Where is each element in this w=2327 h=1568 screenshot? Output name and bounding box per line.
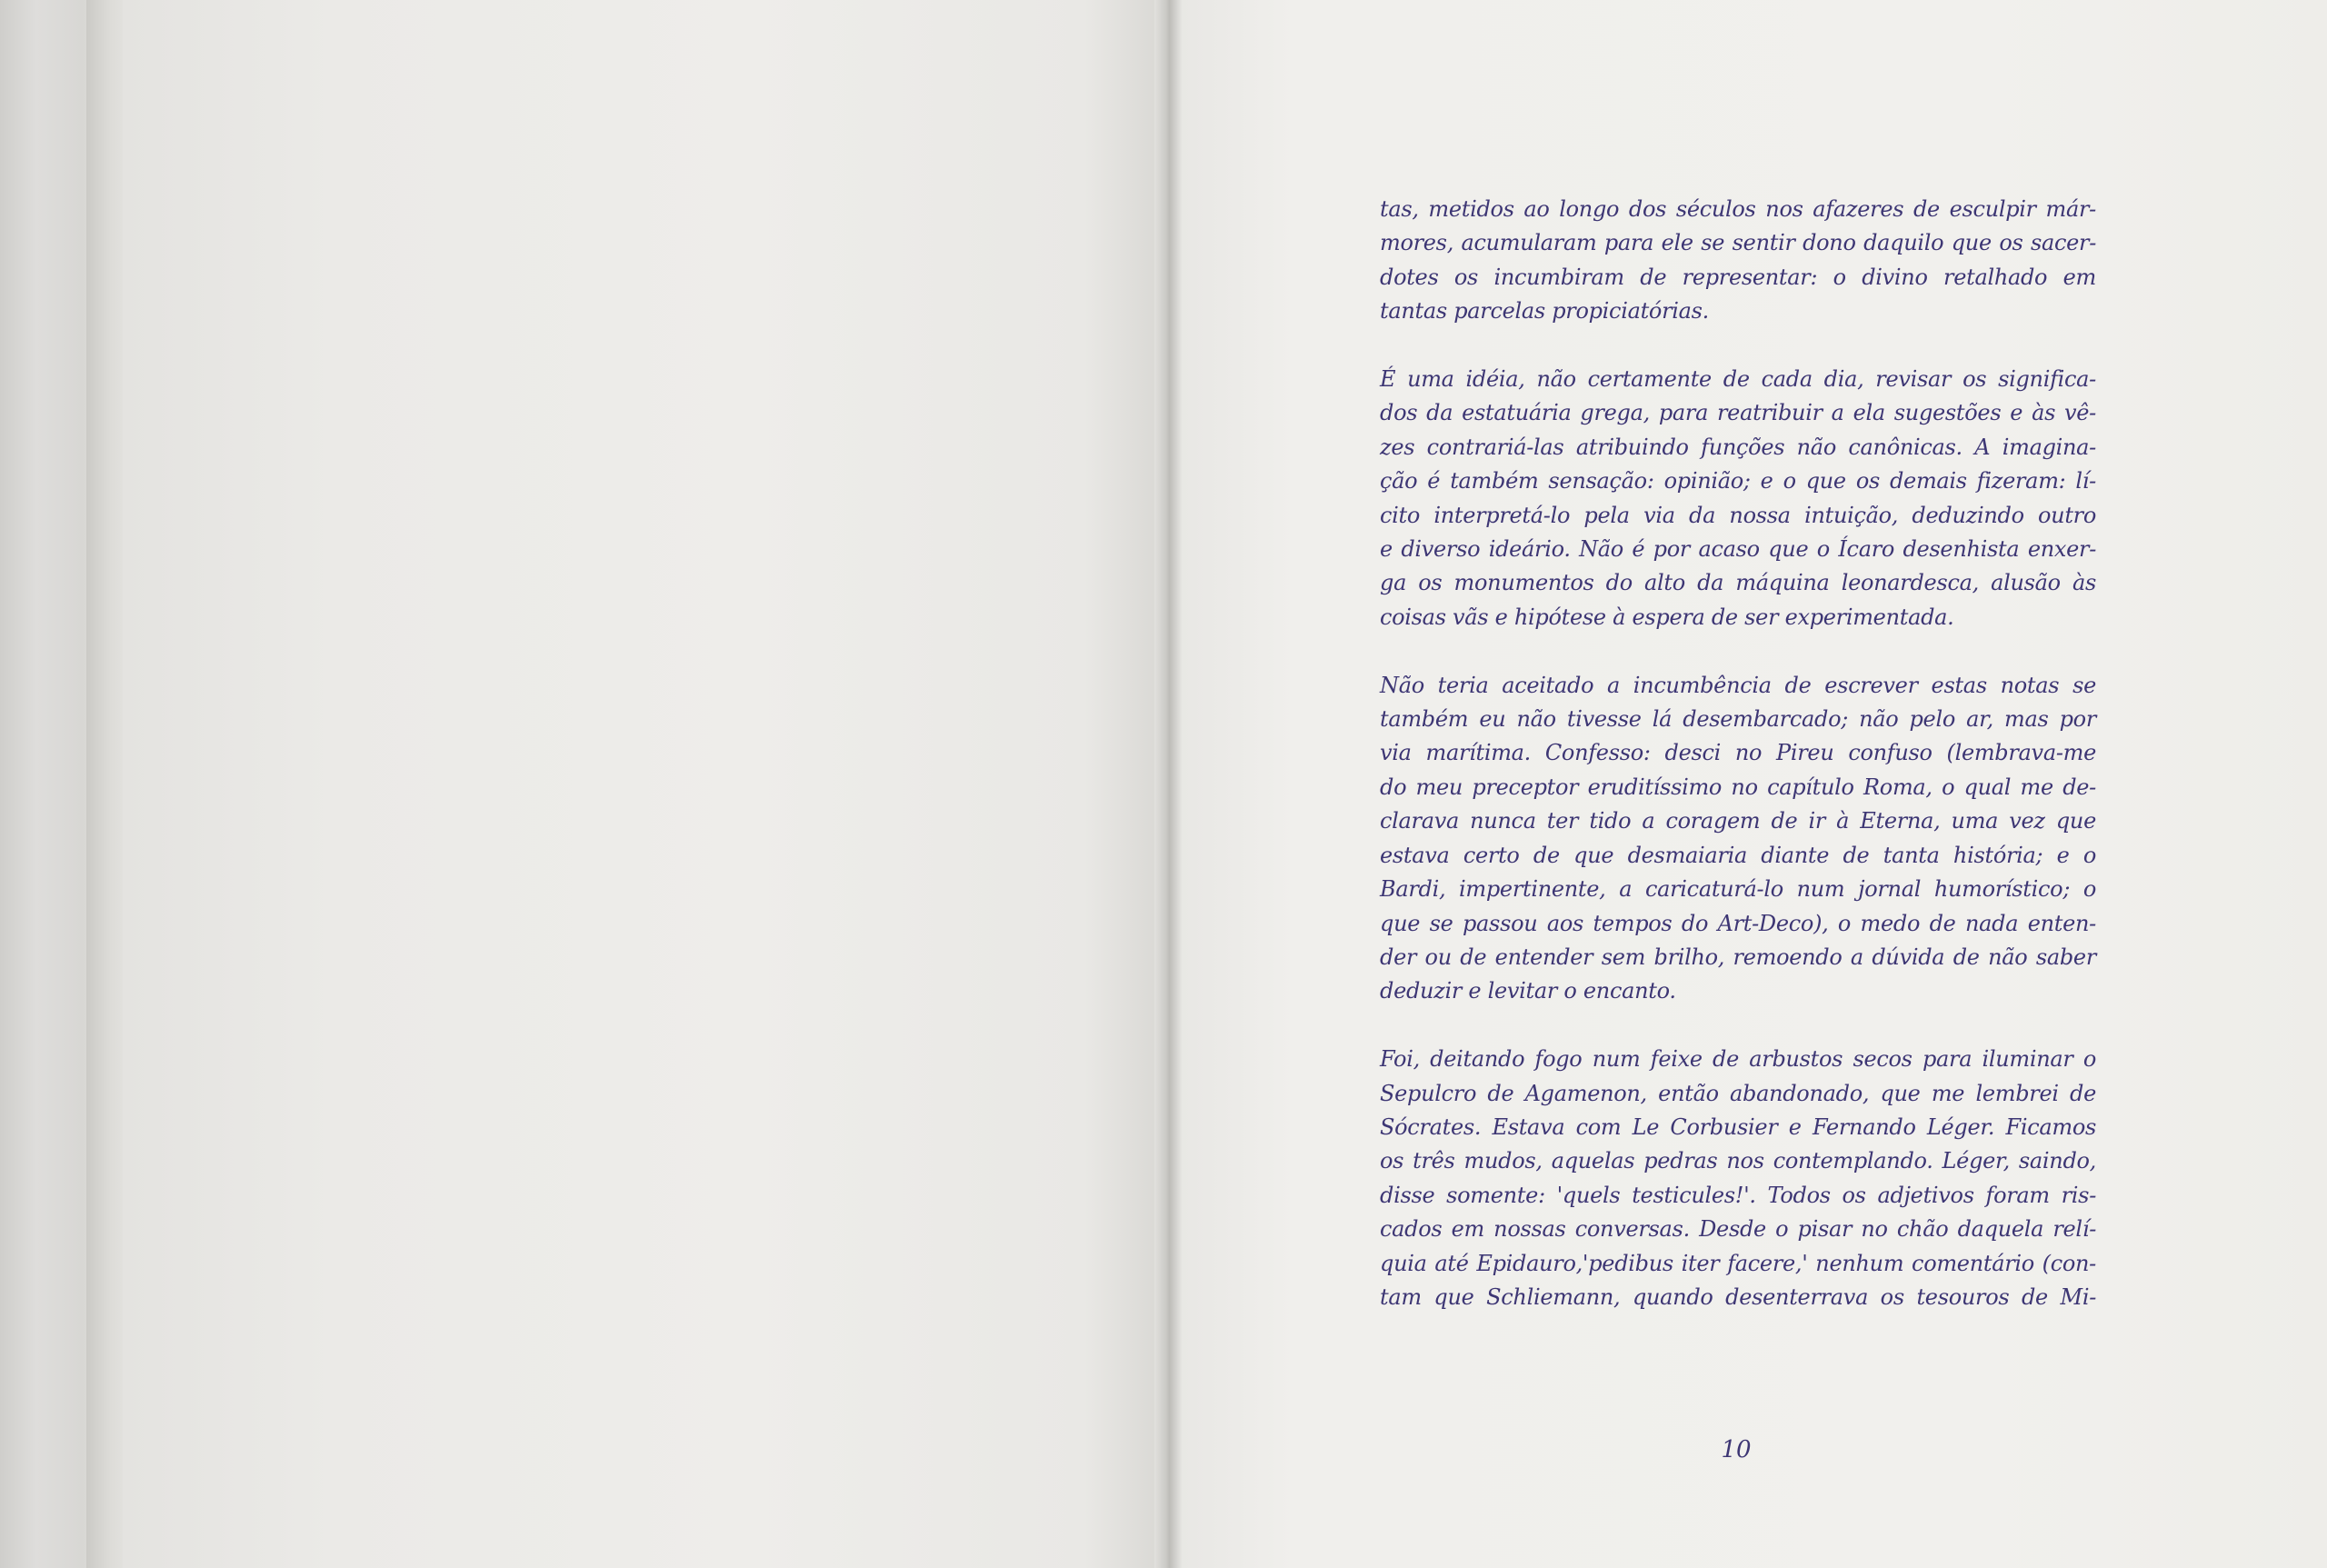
text-line: Não teria aceitado a incumbência de escrever estas notas se [1380,672,2096,698]
text-line: do meu preceptor eruditíssimo no capítulo Roma, o qual me de- [1380,774,2096,800]
text-line: estava certo de que desmaiaria diante de tanta história; e o [1380,842,2096,868]
text-line: cito interpretá-lo pela via da nossa intuição, deduzindo outro [1380,502,2096,528]
text-line: coisas vãs e hipótese à espera de ser experimentada. [1380,604,1954,630]
paragraph-4 [1380,1043,2096,1314]
book-gutter [1154,0,1182,1568]
text-line: via marítima. Confesso: desci no Pireu confuso (lembrava-me [1380,740,2096,766]
text-line: os três mudos, aquelas pedras nos contemplando. Léger, saindo, [1380,1148,2096,1174]
text-line: também eu não tivesse lá desembarcado; não pelo ar, mas por [1380,706,2096,733]
paragraph-3 [1380,669,2096,1009]
text-line: deduzir e levitar o encanto. [1380,978,1676,1004]
text-line: Foi, deitando fogo num feixe de arbustos secos para iluminar o [1380,1046,2096,1073]
text-line: quia até Epidauro,'pedibus iter facere,' nenhum comentário (con- [1380,1250,2096,1276]
text-line: ção é também sensação: opinião; e o que os demais fizeram: lí- [1380,468,2096,494]
paragraph-2 [1380,363,2096,634]
text-line: zes contrariá-las atribuindo funções não canônicas. A imagina- [1380,434,2096,460]
text-line: que se passou aos tempos do Art-Deco), o medo de nada enten- [1380,910,2096,936]
left-page-blank [123,0,1168,1568]
text-line: cados em nossas conversas. Desde o pisar no chão daquela relí- [1380,1216,2096,1243]
text-line: Sócrates. Estava com Le Corbusier e Fernando Léger. Ficamos [1380,1114,2096,1140]
text-line: clarava nunca ter tido a coragem de ir à Eterna, uma vez que [1380,808,2096,834]
text-line: tam que Schliemann, quando desenterrava os tesouros de Mi- [1380,1283,2096,1310]
body-text [1380,193,2096,1349]
text-line: dotes os incumbiram de representar: o divino retalhado em [1380,264,2096,290]
text-line: É uma idéia, não certamente de cada dia, revisar os significa- [1380,366,2096,393]
text-line: e diverso ideário. Não é por acaso que o Ícaro desenhista enxer- [1380,536,2096,563]
left-page-stacked-edges [86,0,127,1568]
text-line: Bardi, impertinente, a caricaturá-lo num jornal humorístico; o [1380,876,2096,903]
text-line: tas, metidos ao longo dos séculos nos afazeres de esculpir már- [1380,196,2096,222]
text-line: dos da estatuária grega, para reatribuir a ela sugestões e às vê- [1380,400,2096,426]
page-number: 10 [1721,1436,1752,1463]
text-line: ga os monumentos do alto da máquina leonardesca, alusão às [1380,570,2096,596]
text-line: tantas parcelas propiciatórias. [1380,298,1709,325]
text-line: disse somente: 'quels testicules!'. Todos os adjetivos foram ris- [1380,1182,2096,1208]
paragraph-1 [1380,193,2096,329]
text-line: Sepulcro de Agamenon, então abandonado, que me lembrei de [1380,1080,2096,1106]
text-line: der ou de entender sem brilho, remoendo a dúvida de não saber [1380,944,2096,970]
text-line: mores, acumularam para ele se sentir dono daquilo que os sacer- [1380,230,2096,256]
